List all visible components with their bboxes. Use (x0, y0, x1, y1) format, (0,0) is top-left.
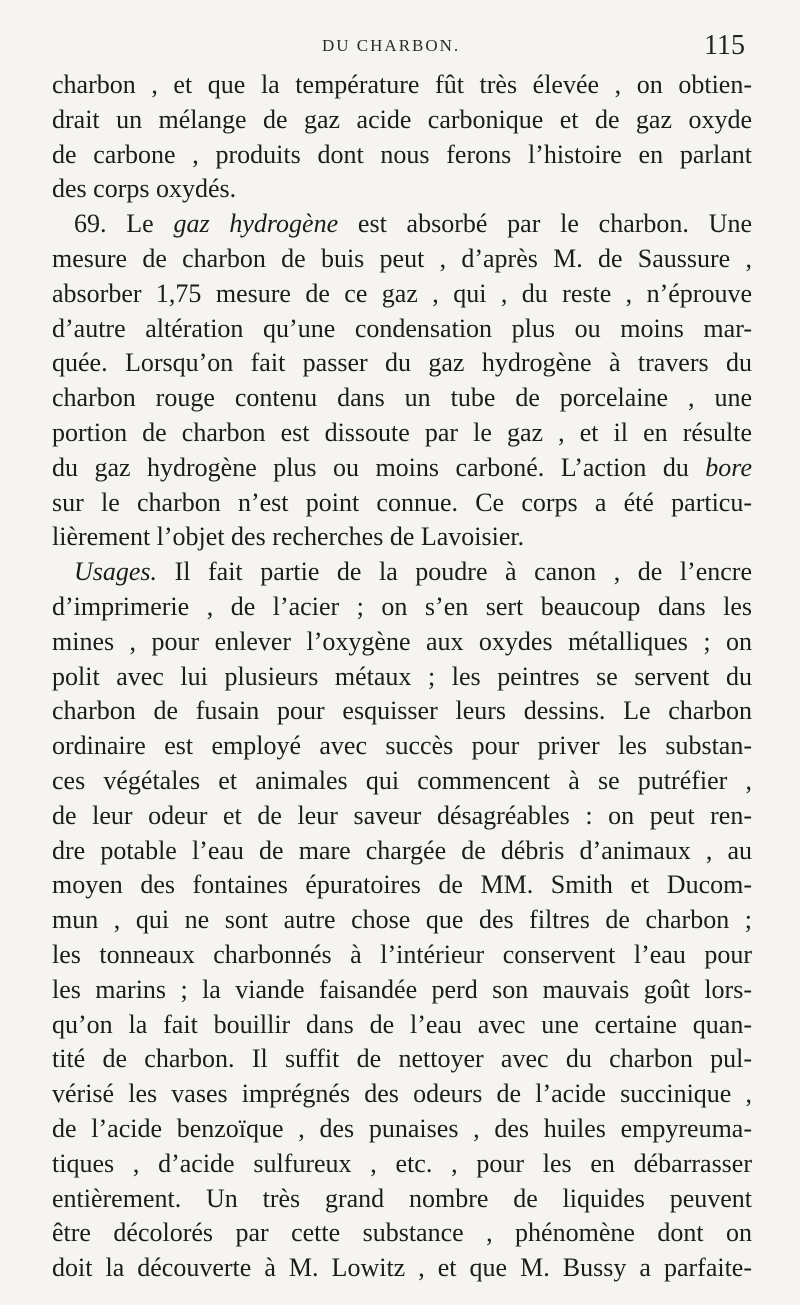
text-line: mines , pour enlever l’oxygène aux oxydes métalliques ; on (52, 626, 752, 656)
page-body-text (52, 68, 752, 1286)
text-line: de l’acide benzoïque , des punaises , des huiles empyreuma- (52, 1113, 752, 1143)
text-line: être décolorés par cette substance , phénomène dont on (52, 1218, 752, 1248)
running-head: DU CHARBON. (322, 36, 461, 55)
text-line: charbon de fusain pour esquisser leurs dessins. Le charbon (52, 696, 752, 726)
text-line: mesure de charbon de buis peut , d’après M. de Saussure , (52, 243, 752, 273)
section-label-usages: Usages. (74, 557, 158, 587)
text-run: Il fait partie de la poudre à canon , de l’encre (157, 557, 752, 587)
text-line: absorber 1,75 mesure de ce gaz , qui , du reste , n’éprouve (52, 278, 752, 308)
usages-first-line (52, 555, 752, 590)
text-line: dre potable l’eau de mare chargée de débris d’animaux , au (52, 835, 752, 865)
text-line: polit avec lui plusieurs métaux ; les peintres se servent du (52, 661, 752, 691)
text-run: du gaz hydrogène plus ou moins carboné. L’action du (52, 452, 706, 482)
text-line-with-italic (52, 451, 752, 486)
text-line: des corps oxydés. (52, 174, 237, 204)
text-line: doit la découverte à M. Lowitz , et que M. Bussy a parfaite- (52, 1253, 752, 1283)
text-line: drait un mélange de gaz acide carbonique et de gaz oxyde (52, 104, 752, 134)
text-line: quée. Lorsqu’on fait passer du gaz hydrogène à travers du (52, 348, 752, 378)
paragraph-69-first-line (52, 207, 752, 242)
text-line: ordinaire est employé avec succès pour priver les substan- (52, 731, 752, 761)
text-line: les marins ; la viande faisandée perd son mauvais goût lors- (52, 974, 752, 1004)
text-line: de leur odeur et de leur saveur désagréables : on peut ren- (52, 800, 752, 830)
text-line: portion de charbon est dissoute par le gaz , et il en résulte (52, 417, 752, 447)
text-line: lièrement l’objet des recherches de Lavoisier. (52, 522, 525, 552)
text-line: les tonneaux charbonnés à l’intérieur conservent l’eau pour (52, 939, 752, 969)
text-line: entièrement. Un très grand nombre de liquides peuvent (52, 1183, 752, 1213)
text-line: mun , qui ne sont autre chose que des filtres de charbon ; (52, 905, 752, 935)
text-line: vérisé les vases imprégnés des odeurs de l’acide succinique , (52, 1079, 752, 1109)
text-line: tité de charbon. Il suffit de nettoyer avec du charbon pul- (52, 1044, 752, 1074)
text-line: charbon , et que la température fût très élevée , on obtien- (52, 70, 752, 99)
text-line: sur le charbon n’est point connue. Ce corps a été particu- (52, 487, 752, 517)
text-run: est absorbé par le charbon. Une (338, 209, 752, 239)
text-line: qu’on la fait bouillir dans de l’eau avec une certaine quan- (52, 1009, 752, 1039)
text-line: charbon rouge contenu dans un tube de porcelaine , une (52, 383, 752, 413)
text-line: tiques , d’acide sulfureux , etc. , pour les en débarrasser (52, 1148, 752, 1178)
text-line: ces végétales et animales qui commencent à se putréfier , (52, 765, 752, 795)
page-number: 115 (704, 30, 745, 61)
text-line: d’imprimerie , de l’acier ; on s’en sert beaucoup dans les (52, 591, 752, 621)
text-line: moyen des fontaines épuratoires de MM. Smith et Ducom- (52, 870, 752, 900)
page-header (0, 30, 800, 66)
text-line: d’autre altération qu’une condensation plus ou moins mar- (52, 313, 752, 343)
text-line: de carbone , produits dont nous ferons l’histoire en parlant (52, 139, 752, 169)
text-run: 69. Le (74, 209, 174, 239)
italic-term: bore (705, 452, 752, 482)
italic-term: gaz hydrogène (173, 209, 339, 239)
